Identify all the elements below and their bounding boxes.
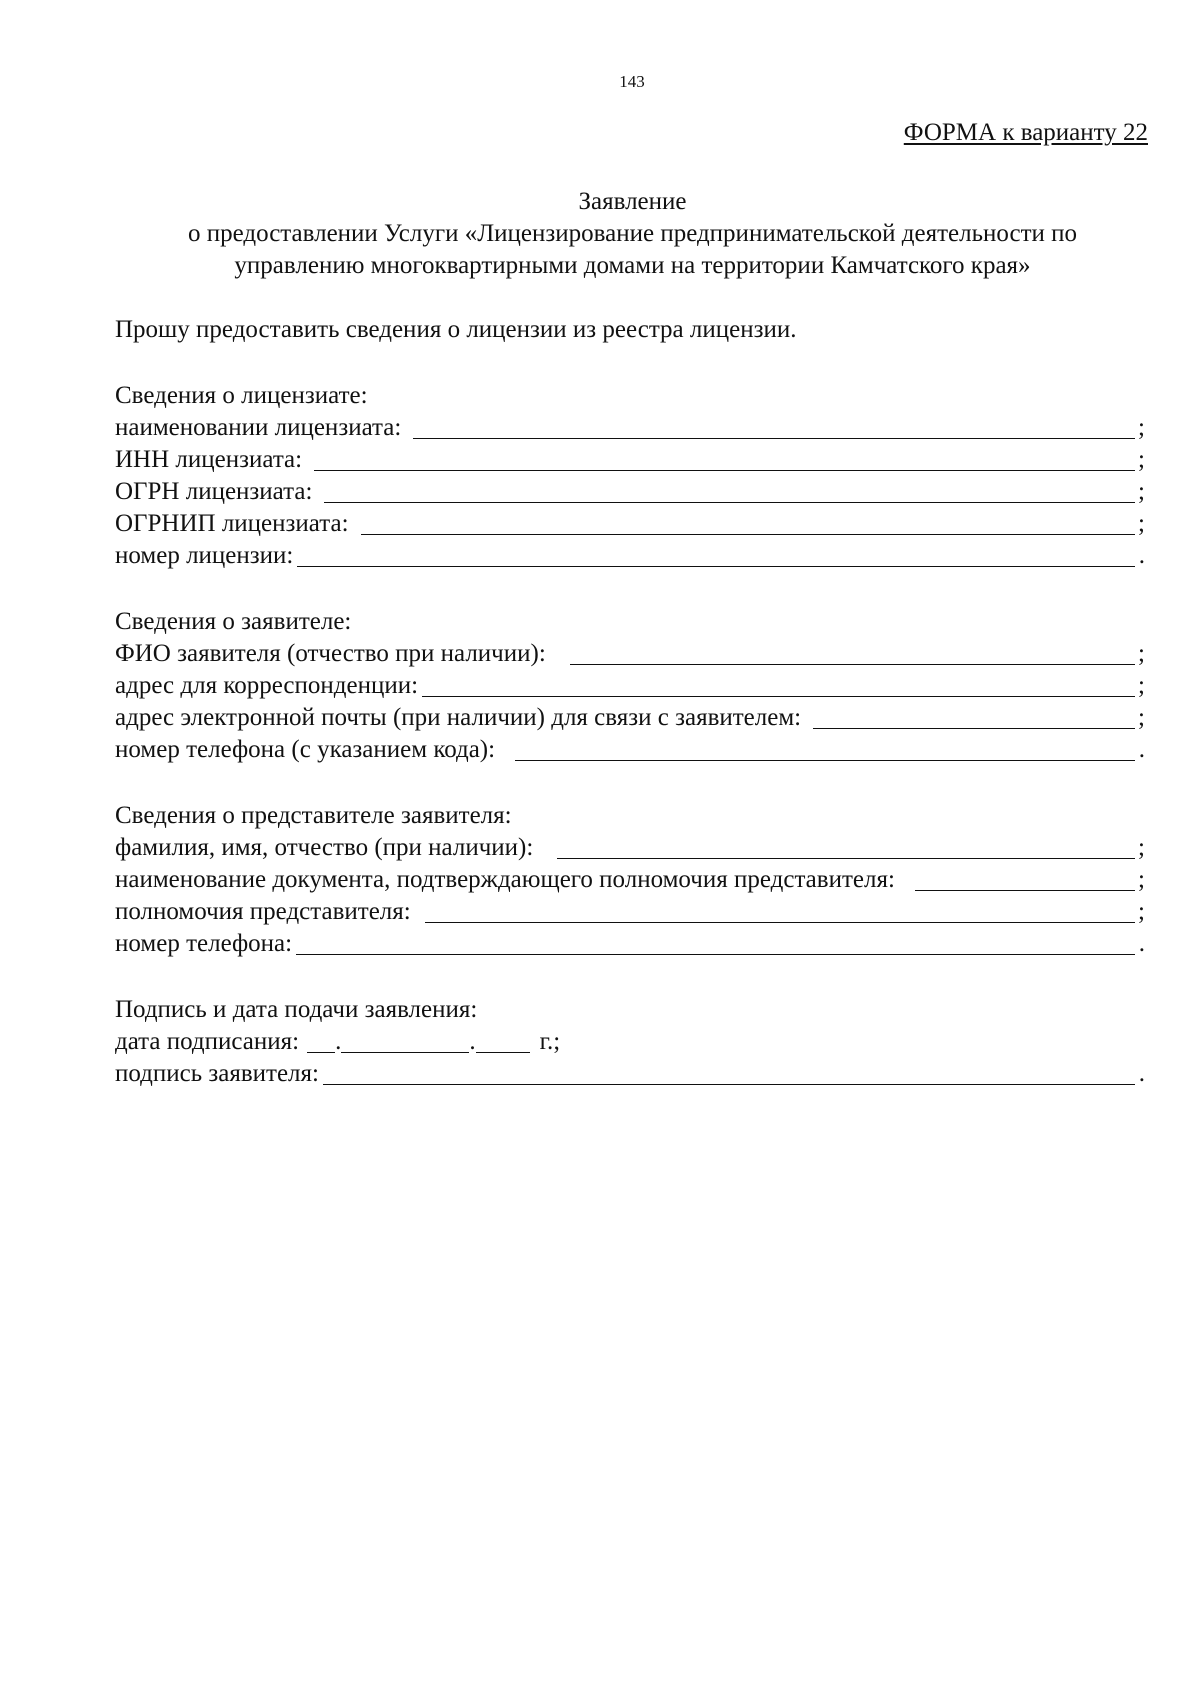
field-label: ОГРНИП лицензиата: [115, 510, 349, 537]
applicant-signature-row [115, 1059, 1145, 1089]
representative-phone-input[interactable] [296, 930, 1135, 955]
applicant-phone-input[interactable] [515, 736, 1135, 761]
field-label: ОГРН лицензиата: [115, 478, 313, 505]
date-separator: . [335, 1028, 342, 1055]
document-title [110, 186, 1155, 282]
applicant-phone-row [115, 735, 1145, 765]
field-end-mark: . [1138, 1060, 1145, 1087]
year-suffix: г.; [539, 1028, 561, 1055]
field-end-mark: . [1138, 736, 1145, 763]
representative-fio-input[interactable] [557, 834, 1135, 859]
applicant-address-row [115, 671, 1145, 701]
field-label: полномочия представителя: [115, 898, 411, 925]
field-end-mark: ; [1138, 510, 1145, 537]
applicant-signature-input[interactable] [323, 1060, 1135, 1085]
field-label: номер телефона (с указанием кода): [115, 736, 496, 763]
representative-authority-input[interactable] [425, 898, 1135, 923]
field-end-mark: ; [1138, 446, 1145, 473]
field-end-mark: ; [1138, 866, 1145, 893]
request-text: Прошу предоставить сведения о лицензии из реестра лицензии. [115, 316, 797, 343]
date-separator: . [469, 1028, 476, 1055]
licensee-ogrnip-input[interactable] [361, 510, 1135, 535]
applicant-fio-input[interactable] [570, 640, 1135, 665]
field-label: адрес для корреспонденции: [115, 672, 419, 699]
applicant-email-row [115, 703, 1145, 733]
applicant-section-heading: Сведения о заявителе: [115, 608, 352, 635]
signing-month-input[interactable] [341, 1028, 469, 1053]
title-line-1: о предоставлении Услуги «Лицензирование предпринимательской деятельности по [187, 220, 1078, 247]
field-end-mark: ; [1138, 704, 1145, 731]
licensee-name-row [115, 413, 1145, 443]
field-end-mark: ; [1138, 672, 1145, 699]
representative-phone-row [115, 929, 1145, 959]
representative-section-heading: Сведения о представителе заявителя: [115, 802, 512, 829]
licensee-section-heading: Сведения о лицензиате: [115, 382, 368, 409]
license-number-input[interactable] [297, 542, 1135, 567]
signing-date-row [115, 1027, 560, 1057]
title-line-2: управлению многоквартирными домами на территории Камчатского края» [234, 252, 1031, 279]
licensee-ogrn-input[interactable] [324, 478, 1135, 503]
licensee-inn-row [115, 445, 1145, 475]
field-end-mark: ; [1138, 414, 1145, 441]
field-end-mark: ; [1138, 898, 1145, 925]
signature-section-heading: Подпись и дата подачи заявления: [115, 996, 478, 1023]
form-variant-label: ФОРМА к варианту 22 [903, 119, 1148, 146]
licensee-ogrn-row [115, 477, 1145, 507]
signing-day-input[interactable] [307, 1028, 335, 1053]
representative-authority-row [115, 897, 1145, 927]
license-number-row [115, 541, 1145, 571]
field-end-mark: . [1138, 542, 1145, 569]
field-label: фамилия, имя, отчество (при наличии): [115, 834, 534, 861]
representative-document-input[interactable] [915, 866, 1135, 891]
signing-date-label: дата подписания: [115, 1028, 300, 1055]
field-label: ИНН лицензиата: [115, 446, 303, 473]
field-label: наименование документа, подтверждающего полномочия представителя: [115, 866, 895, 893]
field-label: адрес электронной почты (при наличии) для связи с заявителем: [115, 704, 802, 731]
field-label: подпись заявителя: [115, 1060, 319, 1087]
applicant-address-input[interactable] [422, 672, 1135, 697]
field-label: номер телефона: [115, 930, 293, 957]
field-end-mark: . [1138, 930, 1145, 957]
page-number: 143 [619, 72, 645, 91]
licensee-name-input[interactable] [413, 414, 1135, 439]
field-label: наименовании лицензиата: [115, 414, 402, 441]
representative-fio-row [115, 833, 1145, 863]
licensee-inn-input[interactable] [314, 446, 1135, 471]
field-label: ФИО заявителя (отчество при наличии): [115, 640, 546, 667]
field-end-mark: ; [1138, 834, 1145, 861]
title-heading: Заявление [578, 188, 687, 215]
applicant-fio-row [115, 639, 1145, 669]
applicant-email-input[interactable] [813, 704, 1135, 729]
field-end-mark: ; [1138, 478, 1145, 505]
field-end-mark: ; [1138, 640, 1145, 667]
signing-year-input[interactable] [476, 1028, 530, 1053]
field-label: номер лицензии: [115, 542, 294, 569]
licensee-ogrnip-row [115, 509, 1145, 539]
representative-document-row [115, 865, 1145, 895]
